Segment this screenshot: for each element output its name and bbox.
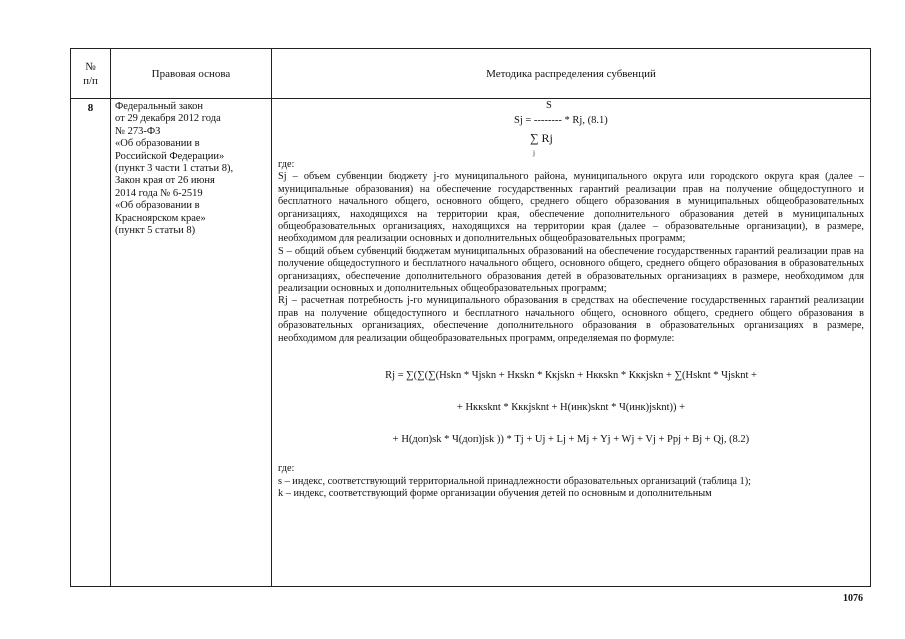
definition-paragraph: S – общий объем субвенций бюджетам муниципальных образований на обеспечение государственных гарантий реализации прав на получение общедоступного и бесплатного начального общего, основного общего, среднего общего образования в образовательных организациях, обеспечение дополнительного образования детей в образовательных организациях в размере, необходимом для реализации основных и дополнительных общеобразовательных программ; xyxy=(278,245,864,295)
formula-8-1 xyxy=(278,99,864,159)
formula-8-2 xyxy=(278,367,864,463)
definition-paragraph: Rj – расчетная потребность j-го муниципального образования в средствах на обеспечение государственных гарантий реализации прав на получение общедоступного и бесплатного начального общего, основного общего, среднего общего образования в образовательных организациях, обеспечение дополнительного образования в образовательных организациях в размере, необходимом для реализации общеобразовательных программ, определяемая по формуле: xyxy=(278,295,864,344)
table-row xyxy=(71,99,871,587)
definition-paragraph: Sj – объем субвенции бюджету j-го муниципального района, муниципального округа или городского округа края (далее – муниципальные образования) на обеспечение государственных гарантий реализации прав на получение общедоступного и бесплатного начального общего, основного общего, среднего общего образования в муниципальных общеобразовательных организациях, находящихся на территории края, обеспечение дополнительного образования детей в муниципальных общеобразовательных организациях, находящихся на территории края (далее – образовательные организации), в размере, необходимом для реализации основных и дополнительных общеобразовательных программ; xyxy=(278,171,864,245)
header-method: Методика распределения субвенций xyxy=(272,49,871,99)
legal-line: 2014 года № 6-2519 xyxy=(115,187,203,199)
legal-line: № 273-ФЗ xyxy=(115,125,161,137)
legal-line: Федеральный закон xyxy=(115,101,204,112)
legal-line: Закон края от 26 июня xyxy=(115,175,215,187)
where-label: где: xyxy=(278,463,295,475)
row-number: 8 xyxy=(71,99,111,587)
formula-sub-index: j xyxy=(533,149,535,157)
legal-line: Российской Федерации» xyxy=(115,150,225,162)
header-basis: Правовая основа xyxy=(111,49,272,99)
formula-line: + H(доп)sk * Ч(доп)jsk )) * Tj + Uj + Lj + Mj + Yj + Wj + Vj + Ppj + Bj + Qj, (8.2) xyxy=(392,434,750,446)
table-header-row xyxy=(71,49,871,99)
formula-line: Rj = ∑(∑(∑(Hskn * Чjskn + Hкskn * Ккjskn + Hккskn * Кккjskn + ∑(Hsknt * Чjsknt + xyxy=(385,370,757,382)
formula-denominator: ∑ Rj xyxy=(530,131,553,145)
page-number: 1076 xyxy=(843,593,863,604)
legal-basis-cell xyxy=(111,99,272,587)
legal-line: (пункт 5 статьи 8) xyxy=(115,225,196,237)
formula-main: Sj = -------- * Rj, (8.1) xyxy=(514,115,608,126)
formula-numerator: S xyxy=(546,100,552,111)
legal-line: Красноярском крае» xyxy=(115,212,206,224)
formula-line: + Hккsknt * Кккjsknt + H(инк)sknt * Ч(инк)jsknt)) + xyxy=(456,402,686,414)
index-definition: s – индекс, соответствующий территориальной принадлежности образовательных организаций (таблица 1); xyxy=(278,475,751,487)
legal-line: «Об образовании в xyxy=(115,200,200,212)
legal-line: (пункт 3 части 1 статьи 8), xyxy=(115,163,234,175)
index-definition: k – индекс, соответствующий форме организации обучения детей по основным и дополнительным xyxy=(278,487,712,499)
where-label: где: xyxy=(278,159,295,170)
methodology-cell xyxy=(272,99,871,587)
legal-line: от 29 декабря 2012 года xyxy=(115,113,221,125)
methodology-table xyxy=(70,48,871,587)
legal-line: «Об образовании в xyxy=(115,138,200,150)
header-num: № п/п xyxy=(71,49,111,99)
